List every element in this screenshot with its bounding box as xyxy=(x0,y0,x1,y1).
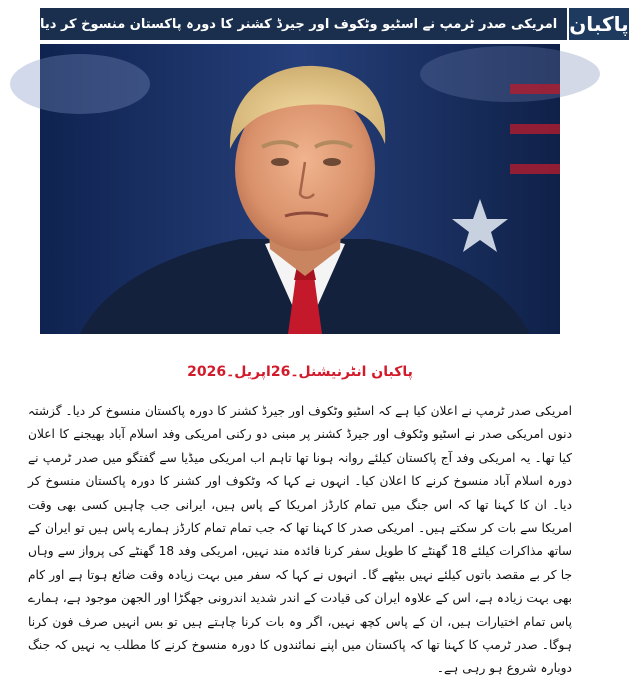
portrait-photo-icon xyxy=(40,44,560,334)
article-body: امریکی صدر ٹرمپ نے اعلان کیا ہے کہ اسٹیو وٹکوف اور جیرڈ کشنر کا دورہ پاکستان منسوخ کر دیا۔ گزشتہ دنوں امریکی صدر نے اسٹیو وٹکوف اور جیرڈ کشنر پر مبنی دو رکنی امریکی وفد اسلام آباد بھیجنے کا اعلان کیا تھا۔ یہ امریکی وفد آج پاکستان کیلئے روانہ ہونا تھا تاہم اب امریکی میڈیا سے گفتگو میں صدر ٹرمپ نے دورہ اسلام آباد منسوخ کرنے کا اعلان کیا۔ انہوں نے کہا کہ وٹکوف اور کشنر کا دورہ پاکستان منسوخ کر دیا۔ ان کا کہنا تھا کہ اس جنگ میں تمام کارڈز امریکا کے پاس ہیں، ایرانی جب چاہیں کسی بھی وقت امریکا سے بات کر سکتے ہیں۔ امریکی صدر کا کہنا تھا کہ جب تمام تمام کارڈز ہمارے پاس ہیں تو ایران کے ساتھ مذاکرات کیلئے 18 گھنٹے کا طویل سفر کرنا فائدہ مند نہیں، امریکی وفد 18 گھنٹے کی پرواز سے وہاں جا کر بے مقصد باتوں کیلئے نہیں بیٹھے گا۔ انہوں نے کہا کہ سفر میں بہت زیادہ وقت ضائع ہوتا ہے اور کام بھی بہت زیادہ ہے، اس کے علاوہ ایران کی قیادت کے اندر شدید اندرونی جھگڑا اور الجھن موجود ہے، ہمارے پاس تمام اختیارات ہیں، ان کے پاس کچھ نہیں، اگر وہ بات کرنا چاہتے ہیں تو بس انہیں صرف فون کرنا ہوگا۔ صدر ٹرمپ کا کہنا تھا کہ پاکستان میں اپنے نمائندوں کا دورہ منسوخ کرنے کا مطلب یہ نہیں کہ جنگ دوبارہ شروع ہو رہی ہے۔ xyxy=(28,404,573,676)
headline-text: امریکی صدر ٹرمپ نے اسٹیو وٹکوف اور جیرڈ کشنر کا دورہ پاکستان منسوخ کر دیا xyxy=(40,8,567,40)
article-photo xyxy=(40,44,560,334)
brand-logo: پاکبان xyxy=(567,8,628,40)
article-dateline: پاکبان انٹرنیشنل۔26اپریل۔2026 xyxy=(187,364,413,380)
headline-banner xyxy=(40,8,629,40)
